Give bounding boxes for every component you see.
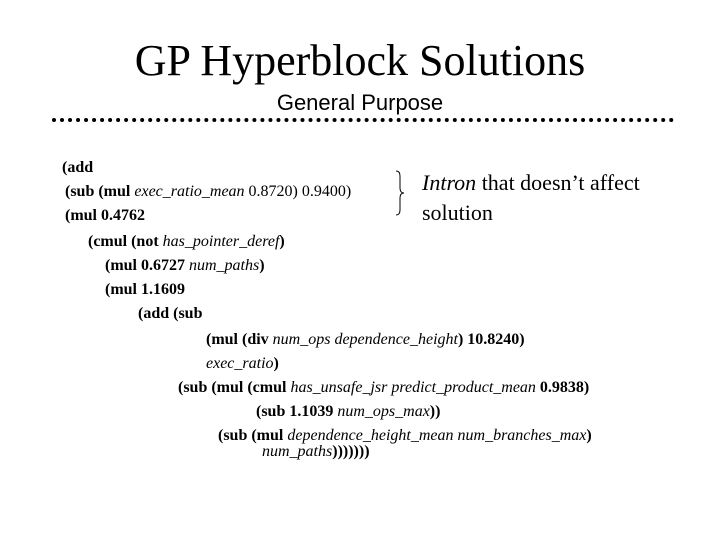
code-line-2 [65, 182, 351, 202]
code-line-10 [178, 378, 589, 398]
code-variable: exec_ratio_mean [134, 183, 245, 200]
code-token: ))))))) [332, 443, 370, 460]
code-token: (sub 1.1039 [256, 403, 338, 420]
code-line-4 [88, 232, 285, 252]
code-line-7 [138, 304, 202, 324]
code-line-5 [105, 256, 265, 276]
code-line-11 [256, 402, 440, 422]
dotted-divider [52, 118, 674, 122]
code-token: ) 10.8240) [457, 331, 525, 348]
code-token: (add [62, 159, 94, 176]
code-token: (sub (mul (cmul [178, 379, 291, 396]
code-line-9 [206, 354, 279, 374]
intron-annotation [422, 168, 640, 228]
code-variable: num_paths [189, 257, 260, 274]
code-token: 0.8720) 0.9400) [244, 183, 352, 200]
code-token: ) [586, 427, 592, 444]
code-token: (mul 0.6727 [105, 257, 189, 274]
code-variable: exec_ratio [206, 355, 274, 372]
annotation-line-2: solution [422, 200, 493, 225]
code-token: 0.9838) [535, 379, 590, 396]
code-line-3 [65, 206, 145, 226]
code-variable: num_ops_max [337, 403, 430, 420]
annotation-line-1 [422, 168, 640, 198]
code-token: )) [429, 403, 441, 420]
code-token: (mul 1.1609 [105, 281, 185, 298]
code-variable: has_pointer_deref [162, 233, 280, 250]
code-token: (mul (div [206, 331, 273, 348]
code-token: (add (sub [138, 305, 203, 322]
code-variable: has_unsafe_jsr predict_product_mean [290, 379, 536, 396]
annotation-text: that doesn’t affect [476, 170, 640, 195]
code-token: (sub (mul [218, 427, 288, 444]
curly-brace-icon [395, 170, 405, 216]
slide-subtitle: General Purpose [276, 90, 444, 115]
annotation-emphasis: Intron [422, 170, 477, 195]
slide-title: GP Hyperblock Solutions [134, 36, 586, 85]
code-token: (mul 0.4762 [65, 207, 145, 224]
code-variable: dependence_height_mean num_branches_max [287, 427, 587, 444]
code-token: ) [273, 355, 279, 372]
code-token: ) [259, 257, 265, 274]
code-line-1 [62, 158, 93, 178]
code-variable: num_paths [262, 443, 333, 460]
code-token: ) [279, 233, 285, 250]
code-line-13 [262, 442, 370, 462]
code-variable: num_ops dependence_height [272, 331, 458, 348]
code-token: (sub (mul [65, 183, 135, 200]
code-token: (cmul (not [88, 233, 163, 250]
code-line-8 [206, 330, 525, 350]
code-line-6 [105, 280, 185, 300]
